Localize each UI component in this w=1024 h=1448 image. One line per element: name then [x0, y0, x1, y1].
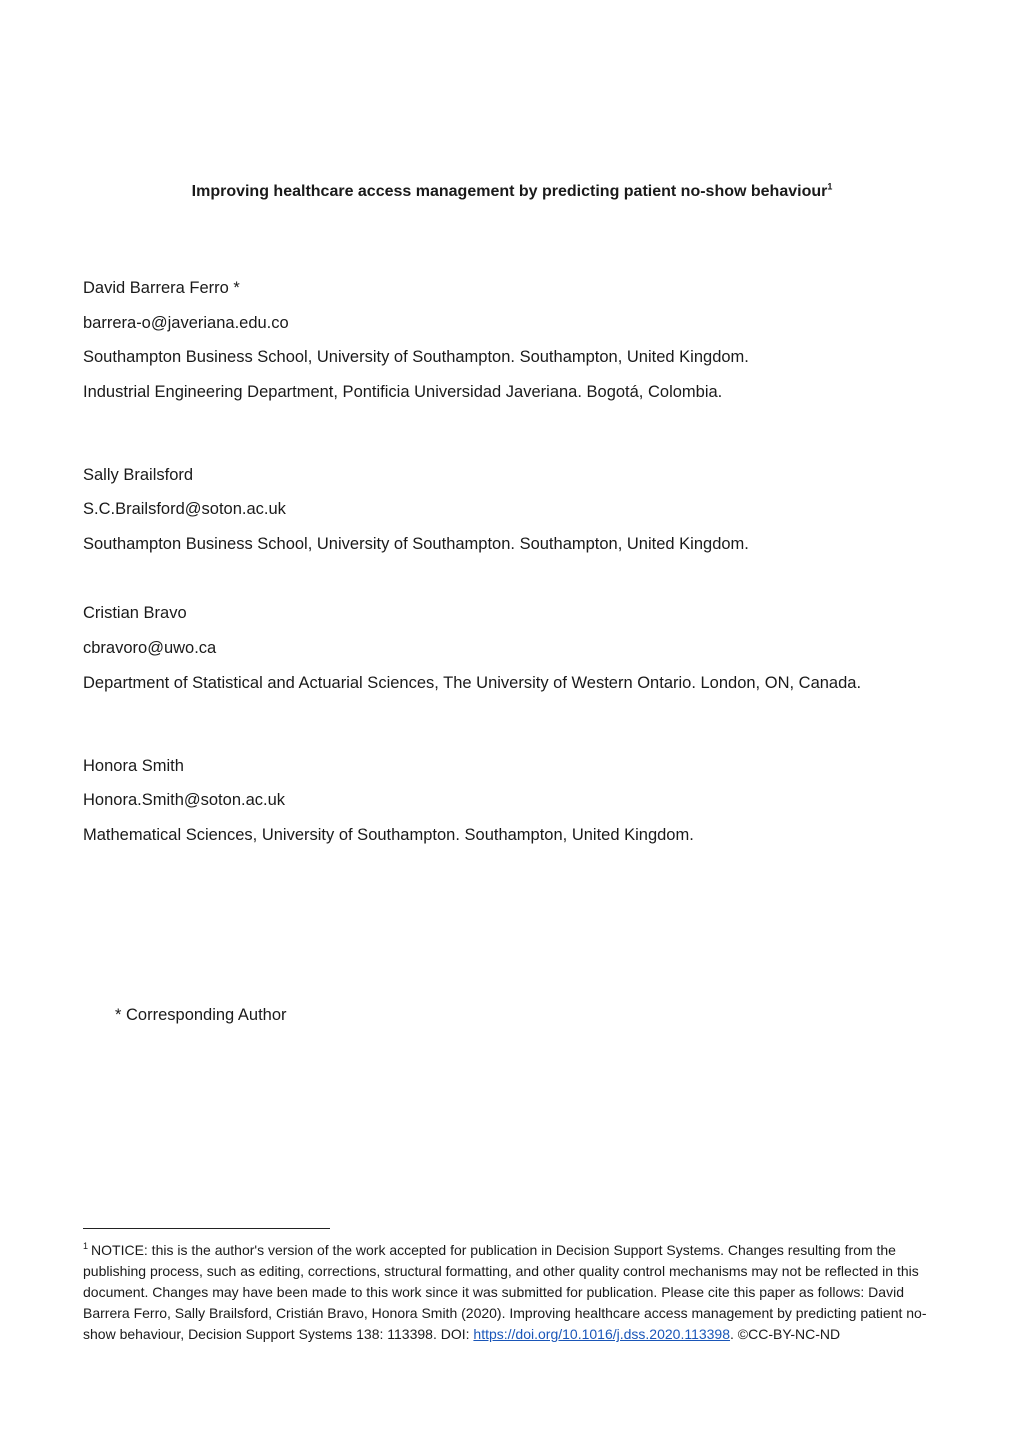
footnote-marker: 1 — [83, 1241, 89, 1252]
license-text: . ©CC-BY-NC-ND — [730, 1326, 841, 1342]
author-affiliation: Mathematical Sciences, University of Southampton. Southampton, United Kingdom. — [83, 826, 694, 844]
corresponding-author-note: * Corresponding Author — [115, 1006, 287, 1024]
author-name: Sally Brailsford — [83, 466, 194, 484]
footnote — [83, 1240, 943, 1345]
author-email: Honora.Smith@soton.ac.uk — [83, 791, 286, 809]
author-affiliation: Southampton Business School, University of Southampton. Southampton, United Kingdom. — [83, 348, 749, 366]
paper-title-text: Improving healthcare access management by predicting patient no-show behaviour — [191, 183, 828, 200]
footnote-divider — [83, 1228, 330, 1229]
author-email: S.C.Brailsford@soton.ac.uk — [83, 500, 286, 518]
author-name: Cristian Bravo — [83, 604, 187, 622]
author-affiliation: Industrial Engineering Department, Pontificia Universidad Javeriana. Bogotá, Colombia. — [83, 383, 723, 401]
author-name: David Barrera Ferro * — [83, 279, 240, 297]
author-affiliation: Southampton Business School, University of Southampton. Southampton, United Kingdom. — [83, 535, 749, 553]
doi-link[interactable]: https://doi.org/10.1016/j.dss.2020.113398 — [473, 1326, 731, 1342]
author-email: cbravoro@uwo.ca — [83, 639, 217, 657]
paper-title — [0, 180, 1024, 204]
author-email: barrera-o@javeriana.edu.co — [83, 314, 289, 332]
title-footnote-marker: 1 — [827, 181, 833, 192]
author-name: Honora Smith — [83, 757, 184, 775]
author-affiliation: Department of Statistical and Actuarial Sciences, The University of Western Ontario. London, ON, Canada. — [83, 674, 862, 692]
footnote-text: NOTICE: this is the author's version of the work accepted for publication in Decision Support Systems. Changes resulting from the publishing process, such as editing, corrections, structural formatting, and other quality control mechanisms may not be reflected in this document. Changes may have been made to this work since it was submitted for publication. Please cite this paper as follows: David Barrera Ferro, Sally Brailsford, Cristián Bravo, Honora Smith (2020). Improving healthcare access management by predicting patient no-show behaviour, Decision Support Systems 138: 113398. DOI: — [83, 1242, 927, 1342]
